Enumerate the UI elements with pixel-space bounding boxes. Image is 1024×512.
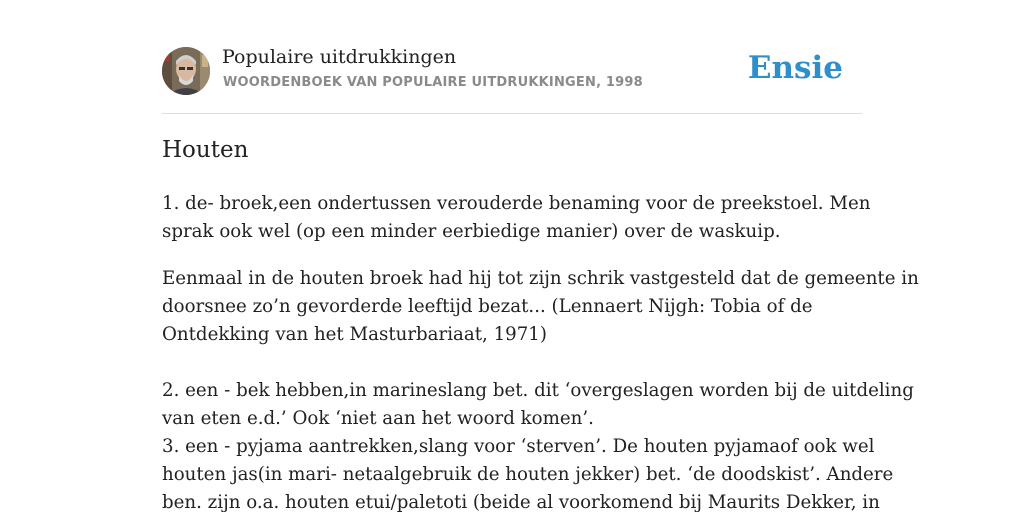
entry-line: houten jas(in mari- netaalgebruik de houten jekker) bet. ‘de doodskist’. Andere	[162, 464, 894, 485]
source-title[interactable]: Populaire uitdrukkingen	[222, 46, 457, 68]
entry-line: 2. een - bek hebben,in marineslang bet. dit ‘overgeslagen worden bij de uitdeling	[162, 380, 914, 401]
entry-body	[162, 190, 919, 512]
entry-line: van eten e.d.’ Ook ‘niet aan het woord komen’.	[162, 408, 594, 429]
entry-quote-line: Eenmaal in de houten broek had hij tot zijn schrik vastgesteld dat de gemeente in	[162, 268, 919, 289]
entry-title: Houten	[162, 137, 249, 163]
portrait-icon	[162, 47, 210, 95]
entry-line: 3. een - pyjama aantrekken,slang voor ‘sterven’. De houten pyjamaof ook wel	[162, 436, 875, 457]
entry-line: 1. de- broek,een ondertussen verouderde benaming voor de preekstoel. Men	[162, 193, 871, 214]
entry-line: ben. zijn o.a. houten etui/paletoti (beide al voorkomend bij Maurits Dekker, in	[162, 492, 880, 512]
entry-page	[162, 0, 919, 512]
entry-quote-line: Ontdekking van het Masturbariaat, 1971)	[162, 324, 547, 345]
ensie-logo[interactable]: Ensie	[747, 50, 843, 86]
source-header	[162, 0, 862, 114]
entry-line: sprak ook wel (op een minder eerbiedige manier) over de waskuip.	[162, 221, 781, 242]
source-subtitle: WOORDENBOEK VAN POPULAIRE UITDRUKKINGEN, 1998	[223, 75, 643, 90]
author-avatar[interactable]	[162, 47, 210, 95]
entry-quote-line: doorsnee zo’n gevorderde leeftijd bezat... (Lennaert Nijgh: Tobia of de	[162, 296, 813, 317]
